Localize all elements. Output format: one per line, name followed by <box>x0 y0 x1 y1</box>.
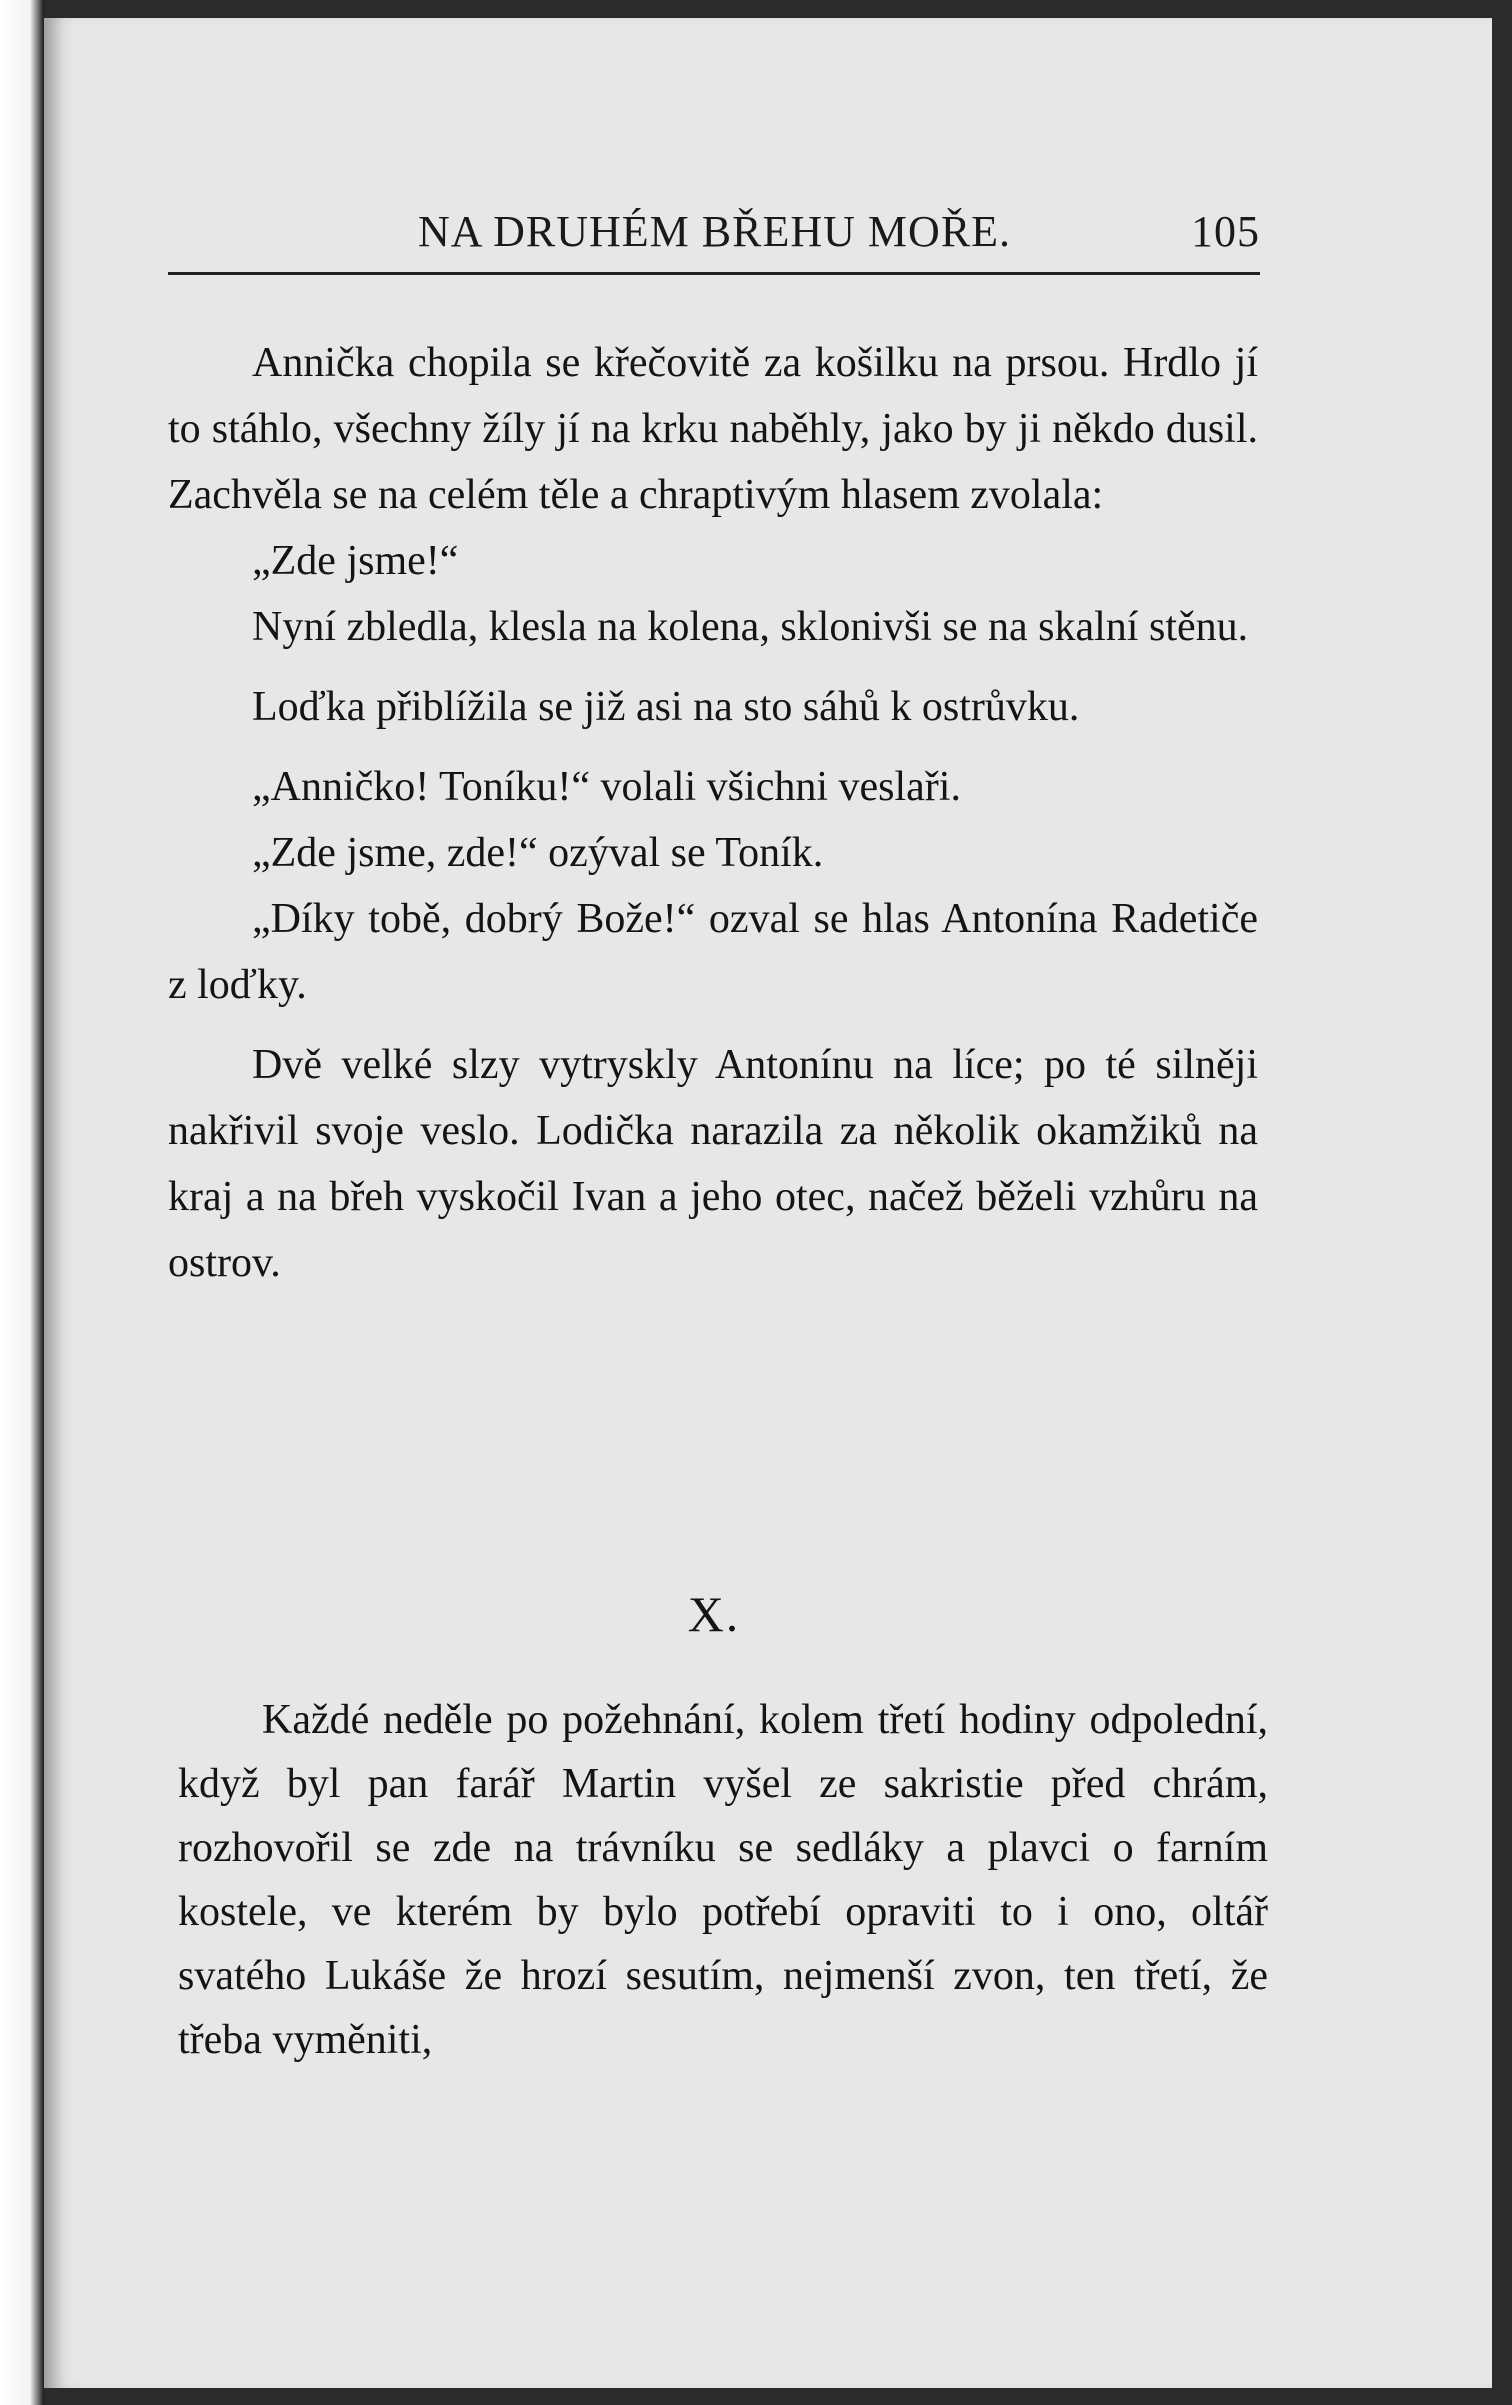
running-title: NA DRUHÉM BŘEHU MOŘE. <box>418 207 1012 256</box>
paragraph: Loďka přiblížila se již asi na sto sáhů k ostrůvku. <box>252 684 1080 730</box>
paragraph: Nyní zbledla, klesla na kolena, sklonivši se na skalní stěnu. <box>252 604 1249 650</box>
paragraph: „Zde jsme!“ <box>252 538 459 584</box>
header-rule <box>168 272 1260 275</box>
page-header <box>168 190 1260 260</box>
chapter-body-text <box>178 1688 1268 2072</box>
paragraph: Annička chopila se křečovitě za košilku na prsou. Hrdlo jí to stáhlo, všechny žíly jí na krku naběhly, jako by ji někdo dusil. Zachvěla se na celém těle a chraptivým hlasem zvolala: <box>168 340 1258 518</box>
paragraph: Dvě velké slzy vytryskly Antonínu na líce; po té silněji nakřivil svoje veslo. Lodička narazila za několik okamžiků na kraj a na břeh vyskočil Ivan a jeho otec, načež běželi vzhůru na ostrov. <box>168 1042 1258 1286</box>
paragraph: Každé neděle po požehnání, kolem třetí hodiny odpolední, když byl pan farář Martin vyšel ze sakristie před chrám, rozhovořil se zde na trávníku se sedláky a plavci o farním kostele, ve kterém by bylo potřebí opraviti to i ono, oltář svatého Lukáše že hrozí sesutím, nejmenší zvon, ten třetí, že třeba vyměniti, <box>178 1697 1268 2063</box>
page-edge <box>0 0 44 2405</box>
paragraph: „Anničko! Toníku!“ volali všichni veslaři. <box>252 764 961 810</box>
paragraph: „Zde jsme, zde!“ ozýval se Toník. <box>252 830 824 876</box>
body-text <box>168 330 1258 1296</box>
paragraph: „Díky tobě, dobrý Bože!“ ozval se hlas Antonína Radetiče z loďky. <box>168 896 1258 1008</box>
page-number: 105 <box>1191 207 1260 256</box>
chapter-heading: X. <box>687 1586 741 1642</box>
